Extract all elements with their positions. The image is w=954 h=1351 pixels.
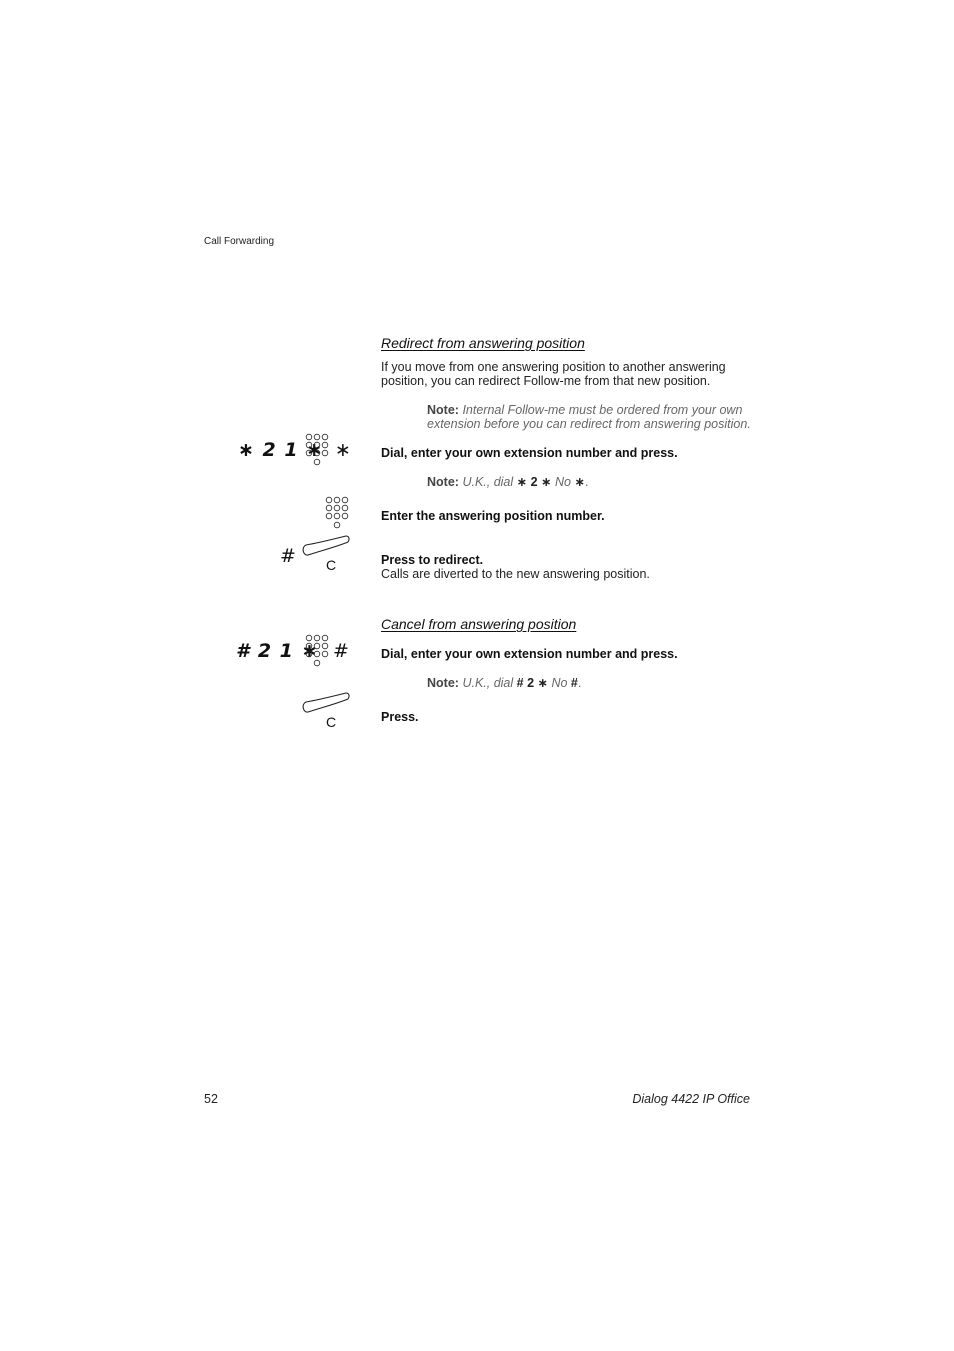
product-name: Dialog 4422 IP Office (632, 1092, 750, 1106)
step-press-redirect: Press to redirect. (381, 553, 484, 567)
keypad-icon (305, 634, 329, 670)
note-label: Note: (427, 403, 459, 417)
step-dial-extension: Dial, enter your own extension number and press. (381, 446, 678, 460)
step-enter-position: Enter the answering position number. (381, 509, 605, 523)
note-uk-cancel: Note: U.K., dial # 2 ∗ No #. (427, 676, 582, 690)
step-redirect-result: Calls are diverted to the new answering position. (381, 567, 650, 581)
intro-paragraph: If you move from one answering position to another answering position, you can redirect Follow-me from that new position. (381, 360, 726, 388)
keypad-icon (305, 433, 329, 469)
clear-key-icon: C (300, 535, 354, 577)
step-dial-extension-cancel: Dial, enter your own extension number and press. (381, 647, 678, 661)
star-key-icon: ∗ (335, 439, 351, 461)
note-follow-me (427, 403, 767, 431)
clear-key-icon: C (300, 692, 354, 734)
page-number: 52 (204, 1092, 218, 1106)
step-press-cancel: Press. (381, 710, 419, 724)
hash-key-icon: # (280, 545, 296, 567)
code-hash-21-star: # 2 1 ∗ (236, 640, 319, 662)
running-head: Call Forwarding (204, 236, 275, 247)
keypad-icon (325, 496, 349, 532)
section-title-cancel: Cancel from answering position (381, 616, 577, 632)
note-uk-redirect: Note: U.K., dial ∗ 2 ∗ No ∗. (427, 475, 589, 489)
note-text: Internal Follow-me must be ordered from your own extension before you can redirect from answering position. (427, 403, 751, 431)
section-title-redirect: Redirect from answering position (381, 335, 585, 351)
code-star-21-star: ∗ 2 1 ∗ (238, 439, 324, 461)
hash-key-icon: # (333, 640, 349, 662)
